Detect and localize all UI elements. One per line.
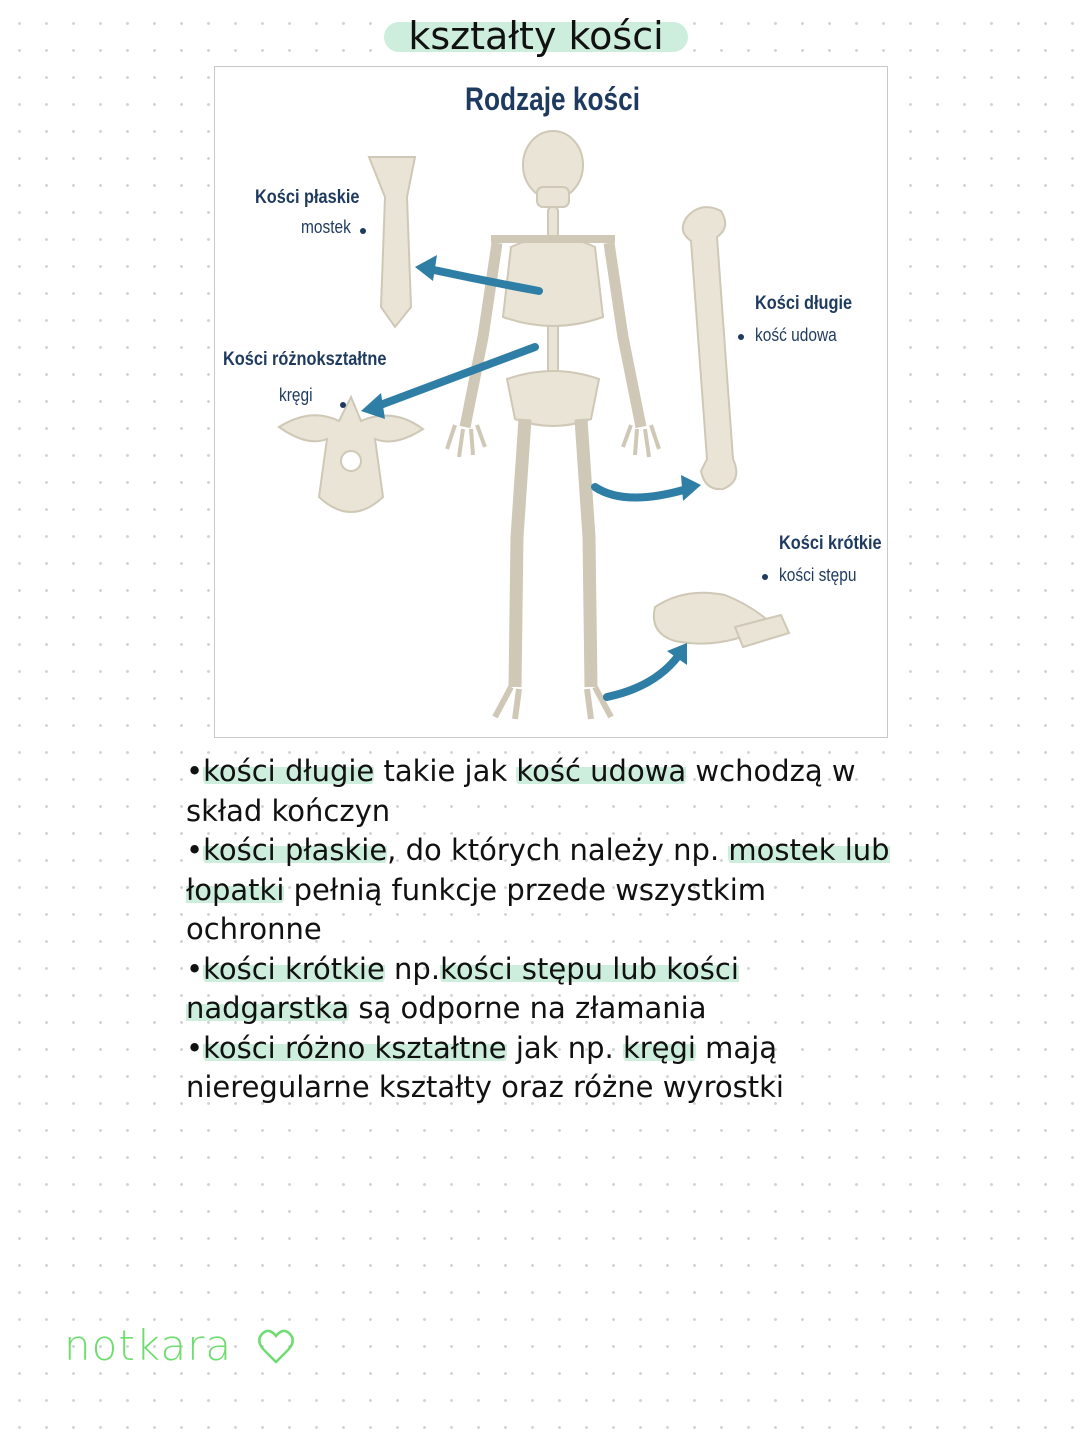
signature-svg — [62, 1316, 302, 1376]
right-arm — [609, 243, 641, 427]
page-title — [384, 14, 688, 58]
note-text: mają nieregularne kształty oraz różne wyrostki — [186, 1030, 784, 1104]
note-text: wchodzą w skład kończyn — [186, 754, 856, 828]
signature — [62, 1316, 302, 1380]
arrow-to-femur — [595, 487, 687, 498]
figure-title: Rodzaje kości — [465, 81, 640, 117]
notes-list — [186, 752, 906, 1108]
skeleton-illustration — [215, 67, 889, 739]
note-text: są odporne na złamania — [349, 991, 707, 1025]
page-title-text: kształty kości — [408, 14, 664, 58]
note-text: np. — [384, 951, 441, 986]
label-tarsals: kości stępu — [779, 565, 857, 585]
right-foot — [587, 687, 611, 719]
arrowhead-femur — [681, 475, 701, 501]
note-short-bones — [186, 950, 906, 1029]
heart-icon — [259, 1331, 292, 1362]
note-text: takie jak — [374, 754, 517, 788]
pointer-dot-kosc-udowa — [738, 334, 744, 340]
highlight: kości długie — [203, 754, 375, 788]
highlight: kręgi — [622, 1030, 696, 1065]
bullet: • — [186, 754, 204, 788]
signature-text: notkara — [64, 1321, 233, 1370]
note-text: , do których należy np. — [387, 833, 729, 867]
bullet: • — [186, 1030, 204, 1065]
highlight: kość udowa — [516, 754, 687, 788]
left-leg — [515, 419, 525, 687]
arrow-to-tarsals — [607, 655, 679, 697]
note-text: jak np. — [506, 1030, 623, 1065]
arrowhead-vertebra — [361, 393, 385, 419]
note-flat-bones — [186, 831, 906, 950]
left-foot — [495, 687, 519, 719]
label-irregular-bones: Kości różnokształtne — [223, 349, 387, 370]
highlight: mostek lub łopatki — [186, 833, 890, 907]
bullet: • — [186, 833, 204, 867]
bone-types-figure — [214, 66, 888, 738]
pointer-dot-mostek — [360, 228, 366, 234]
pointer-dot-kosci-stepu — [762, 574, 768, 580]
label-long-bones: Kości długie — [755, 293, 853, 314]
sternum-bone — [369, 157, 415, 327]
highlight: kości krótkie — [203, 951, 385, 986]
label-vertebrae: kręgi — [279, 385, 313, 405]
pelvis — [507, 371, 599, 426]
femur-bone — [683, 207, 736, 489]
note-long-bones — [186, 752, 906, 831]
jaw — [537, 187, 569, 207]
label-sternum: mostek — [301, 217, 351, 237]
right-leg — [581, 419, 591, 687]
note-irregular-bones — [186, 1029, 906, 1108]
highlight: kości stępu lub kości nadgarstka — [186, 951, 739, 1025]
label-femur: kość udowa — [755, 325, 837, 345]
right-hand — [623, 425, 659, 457]
arrowhead-sternum — [415, 255, 437, 281]
ribcage — [503, 237, 603, 326]
pointer-dot-kregi — [340, 402, 346, 408]
bullet: • — [186, 951, 204, 986]
label-flat-bones: Kości płaskie — [255, 187, 360, 208]
note-text: pełnią funkcje przede wszystkim ochronne — [186, 872, 767, 946]
vertebral-foramen — [341, 451, 361, 471]
highlight: kości płaskie — [203, 833, 388, 867]
label-short-bones: Kości krótkie — [779, 533, 882, 554]
highlight: kości różno kształtne — [203, 1030, 507, 1065]
left-hand — [447, 425, 485, 457]
left-arm — [465, 243, 497, 427]
